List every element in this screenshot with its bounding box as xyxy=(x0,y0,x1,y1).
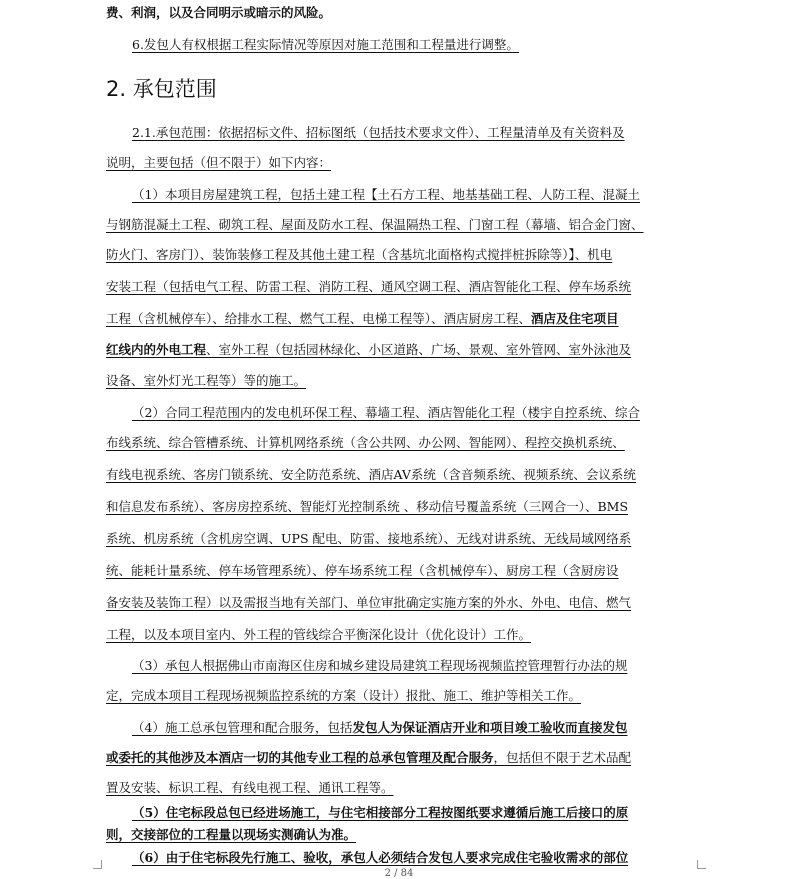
section-heading: 2. 承包范围 xyxy=(106,77,217,101)
item-1-line-5 xyxy=(106,310,692,328)
item-1-line-3: 防火门、客房门）、装饰装修工程及其他土建工程（含基坑北面格构式搅拌桩拆除等）】、机电 xyxy=(106,247,613,262)
item-2-line-7: 备安装及装饰工程）以及需报当地有关部门、单位审批确定实施方案的外水、外电、电信、燃气 xyxy=(106,595,632,610)
item-6: 6.发包人有权根据工程实际情况等原因对施工范围和工程量进行调整。 xyxy=(132,37,519,52)
item-1-line-6 xyxy=(106,341,692,359)
item-5-line-1: （5）住宅标段总包已经进场施工，与住宅相接部分工程按图纸要求遵循后施工后接口的原 xyxy=(132,805,629,820)
item-2-line-8: 工程，以及本项目室内、外工程的管线综合平衡深化设计（优化设计）工作。 xyxy=(106,627,532,642)
text-span: 工程（含机械停车）、给排水工程、燃气工程、电梯工程等）、酒店厨房工程、 xyxy=(106,311,532,326)
para-2-1-line-1: 2.1.承包范围：依据招标文件、招标图纸（包括技术要求文件）、工程量清单及有关资料及 xyxy=(132,125,625,140)
item-5-line-2: 则，交接部位的工程量以现场实测确认为准。 xyxy=(106,827,357,842)
text-span: （4）施工总承包管理和配合服务，包括 xyxy=(132,720,353,735)
item-6-line-1: （6）由于住宅标段先行施工、验收，承包人必须结合发包人要求完成住宅验收需求的部位 xyxy=(132,850,629,865)
item-2-line-2: 布线系统、综合管槽系统、计算机网络系统（含公共网、办公网、智能网）、程控交换机系统、 xyxy=(106,435,625,450)
bold-span: 红线内的外电工程 xyxy=(106,342,207,357)
item-4-line-1 xyxy=(132,719,692,737)
item-1-line-1: （1）本项目房屋建筑工程，包括土建工程【土石方工程、地基基础工程、人防工程、混凝土 xyxy=(132,187,640,202)
item-4-line-3: 置及安装、标识工程、有线电视工程、通讯工程等。 xyxy=(106,780,394,795)
para-2-1-line-2: 说明，主要包括（但不限于）如下内容： xyxy=(106,155,332,170)
text-span: 、室外工程（包括园林绿化、小区道路、广场、景观、室外管网、室外泳池及 xyxy=(206,342,632,357)
bold-span: 或委托的其他涉及本酒店一切的其他专业工程的总承包管理及配合服务 xyxy=(106,750,494,765)
item-1-line-2: 与钢筋混凝土工程、砌筑工程、屋面及防水工程、保温隔热工程、门窗工程（幕墙、铝合金门窗、 xyxy=(106,217,644,232)
bold-span: 酒店及住宅项目 xyxy=(531,311,619,326)
bold-span: 发包人为保证酒店开业和项目竣工验收而直接发包 xyxy=(352,720,628,735)
item-2-line-4: 和信息发布系统）、客房房控系统、智能灯光控制系统 、移动信号覆盖系统（三网合一）、BMS xyxy=(106,499,629,514)
item-2-line-6: 统、能耗计量系统、停车场管理系统）、停车场系统工程（含机械停车）、厨房工程（含厨房设 xyxy=(106,563,619,578)
item-2-line-1: （2）合同工程范围内的发电机环保工程、幕墙工程、酒店智能化工程（楼宇自控系统、综合 xyxy=(132,405,640,420)
item-2-line-5: 系统、机房系统（含机房空调、UPS 配电、防雷、接地系统）、无线对讲系统、无线局域网络系 xyxy=(106,531,632,546)
item-2-line-3: 有线电视系统、客房门锁系统、安全防范系统、酒店AV系统（含音频系统、视频系统、会议系统 xyxy=(106,467,636,482)
item-4-line-2 xyxy=(106,749,692,767)
item-3-line-2: 定，完成本项目工程现场视频监控系统的方案（设计）报批、施工、维护等相关工作。 xyxy=(106,688,582,703)
item-3-line-1: （3）承包人根据佛山市南海区住房和城乡建设局建筑工程现场视频监控管理暂行办法的规 xyxy=(132,658,628,673)
page-number: 2 / 84 xyxy=(384,868,414,879)
item-1-line-7: 设备、室外灯光工程等）等的施工。 xyxy=(106,373,307,388)
item-1-line-4: 安装工程（包括电气工程、防雷工程、消防工程、通风空调工程、酒店智能化工程、停车场系统 xyxy=(106,279,632,294)
text-line: 费、利润，以及合同明示或暗示的风险。 xyxy=(106,5,332,20)
text-span: ，包括但不限于艺术品配 xyxy=(493,750,632,765)
